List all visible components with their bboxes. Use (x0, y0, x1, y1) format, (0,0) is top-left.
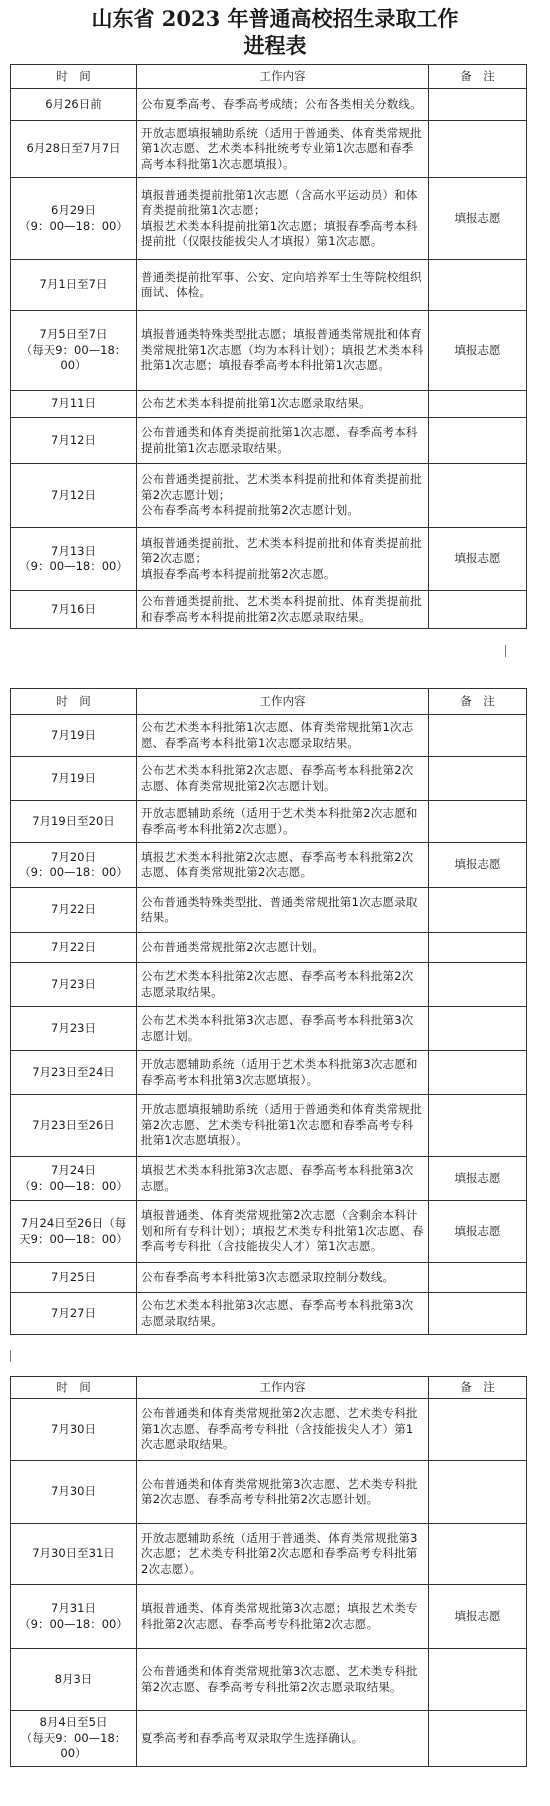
note-cell (429, 1399, 527, 1461)
table-row (11, 1524, 527, 1585)
time-cell: 6月29日 （9：00—18：00） (11, 178, 137, 260)
content-cell: 公布普通类提前批、艺术类本科提前批和体育类提前批第2次志愿计划； 公布春季高考本科提前批第2次志愿计划。 (137, 464, 429, 528)
note-cell (429, 1263, 527, 1293)
content-cell: 公布普通类和体育类提前批第1次志愿、春季高考本科提前批第1次志愿录取结果。 (137, 418, 429, 464)
schedule-table-1 (10, 64, 527, 629)
note-cell (429, 888, 527, 933)
table-header-row (11, 1377, 527, 1399)
time-cell: 6月26日前 (11, 89, 137, 121)
table-row (11, 464, 527, 528)
note-cell (429, 391, 527, 418)
time-cell: 7月12日 (11, 418, 137, 464)
time-cell: 7月19日 (11, 757, 137, 801)
time-cell: 8月4日至5日 （每天9：00—18：00） (11, 1711, 137, 1767)
content-cell: 公布普通类和体育类常规批第2次志愿、艺术类专科批第1次志愿、春季高考专科批（含技能拔尖人才）第1次志愿录取结果。 (137, 1399, 429, 1461)
content-cell: 填报普通类、体育类常规批第3次志愿；填报艺术类专科批第2次志愿、春季高考专科批第2次志愿。 (137, 1585, 429, 1649)
page-title: 山东省 2023 年普通高校招生录取工作 (91, 6, 459, 31)
time-cell: 7月31日 （9：00—18：00） (11, 1585, 137, 1649)
note-cell: 填报志愿 (429, 311, 527, 391)
content-cell: 公布普通类提前批、艺术类本科提前批、体育类提前批和春季高考本科提前批第2次志愿录取结果。 (137, 591, 429, 629)
schedule-table-2 (10, 688, 527, 1335)
table-row (11, 1263, 527, 1293)
note-cell (429, 1524, 527, 1585)
content-cell: 公布春季高考本科批第3次志愿录取控制分数线。 (137, 1263, 429, 1293)
schedule-table-3 (10, 1376, 527, 1767)
table-row (11, 178, 527, 260)
time-cell: 7月19日 (11, 715, 137, 757)
note-cell (429, 1095, 527, 1157)
time-cell: 7月23日至24日 (11, 1051, 137, 1095)
content-cell: 填报普通类特殊类型批志愿；填报普通类常规批和体育类常规批第1次志愿（均为本科计划）；填报艺术类本科批第1次志愿；填报春季高考本科批第1次志愿。 (137, 311, 429, 391)
content-cell: 公布艺术类本科批第2次志愿、春季高考本科批第2次志愿录取结果。 (137, 963, 429, 1007)
header-content: 工作内容 (137, 65, 429, 89)
content-cell: 开放志愿填报辅助系统（适用于普通类、体育类常规批第1次志愿、艺术类本科批统考专业第1次志愿和春季高考本科批第1次志愿填报）。 (137, 121, 429, 178)
content-cell: 夏季高考和春季高考双录取学生选择确认。 (137, 1711, 429, 1767)
table-row (11, 933, 527, 963)
time-cell: 7月19日至20日 (11, 801, 137, 843)
note-cell: 填报志愿 (429, 1157, 527, 1201)
table-row (11, 418, 527, 464)
time-cell: 7月20日 （9：00—18：00） (11, 843, 137, 888)
note-cell (429, 1461, 527, 1524)
content-cell: 普通类提前批军事、公安、定向培养军士生等院校组织面试、体检。 (137, 260, 429, 311)
content-cell: 公布普通类和体育类常规批第3次志愿、艺术类专科批第2次志愿、春季高考专科批第2次志愿录取结果。 (137, 1649, 429, 1711)
content-cell: 公布夏季高考、春季高考成绩；公布各类相关分数线。 (137, 89, 429, 121)
time-cell: 8月3日 (11, 1649, 137, 1711)
time-cell: 7月25日 (11, 1263, 137, 1293)
time-cell: 6月28日至7月7日 (11, 121, 137, 178)
table-row (11, 888, 527, 933)
content-cell: 填报艺术类本科批第2次志愿、春季高考本科批第2次志愿、体育类常规批第2次志愿。 (137, 843, 429, 888)
content-cell: 填报普通类、体育类常规批第2次志愿（含剩余本科计划和所有专科计划）；填报艺术类专科批第1次志愿、春季高考专科批（含技能拔尖人才）第1次志愿。 (137, 1201, 429, 1263)
note-cell (429, 464, 527, 528)
content-cell: 公布艺术类本科批第3次志愿、春季高考本科批第3次志愿录取结果。 (137, 1293, 429, 1335)
note-cell (429, 1711, 527, 1767)
table-row (11, 1649, 527, 1711)
time-cell: 7月22日 (11, 888, 137, 933)
header-time: 时 间 (11, 689, 137, 715)
table-row (11, 1711, 527, 1767)
time-cell: 7月5日至7日 （每天9：00—18：00） (11, 311, 137, 391)
table-row (11, 1201, 527, 1263)
note-cell: 填报志愿 (429, 1201, 527, 1263)
time-cell: 7月13日 （9：00—18：00） (11, 528, 137, 591)
note-cell (429, 757, 527, 801)
table-row (11, 1157, 527, 1201)
table-header-row (11, 689, 527, 715)
note-cell: 填报志愿 (429, 1585, 527, 1649)
note-cell (429, 933, 527, 963)
table-row (11, 1051, 527, 1095)
note-cell (429, 963, 527, 1007)
note-cell: 填报志愿 (429, 843, 527, 888)
table-row (11, 311, 527, 391)
page-break-mark (505, 645, 506, 657)
content-cell: 填报普通类提前批第1次志愿（含高水平运动员）和体育类提前批第1次志愿； 填报艺术类本科提前批第1次志愿；填报春季高考本科提前批（仅限技能拔尖人才填报）第1次志愿。 (137, 178, 429, 260)
note-cell (429, 121, 527, 178)
time-cell: 7月23日 (11, 1007, 137, 1051)
time-cell: 7月12日 (11, 464, 137, 528)
content-cell: 公布艺术类本科批第2次志愿、春季高考本科批第2次志愿、体育类常规批第2次志愿计划。 (137, 757, 429, 801)
content-cell: 开放志愿辅助系统（适用于普通类、体育类常规批第3次志愿；艺术类专科批第2次志愿和春季高考专科批第2次志愿）。 (137, 1524, 429, 1585)
content-cell: 公布艺术类本科批第3次志愿、春季高考本科批第3次志愿计划。 (137, 1007, 429, 1051)
time-cell: 7月24日 （9：00—18：00） (11, 1157, 137, 1201)
table-row (11, 528, 527, 591)
header-note: 备 注 (429, 1377, 527, 1399)
content-cell: 公布艺术类本科提前批第1次志愿录取结果。 (137, 391, 429, 418)
note-cell (429, 1007, 527, 1051)
table-row (11, 591, 527, 629)
table-row (11, 1007, 527, 1051)
table-row (11, 715, 527, 757)
content-cell: 开放志愿辅助系统（适用于艺术类本科批第2次志愿和春季高考本科批第2次志愿）。 (137, 801, 429, 843)
table-row (11, 963, 527, 1007)
note-cell (429, 89, 527, 121)
content-cell: 公布普通类和体育类常规批第3次志愿、艺术类专科批第2次志愿、春季高考专科批第2次志愿计划。 (137, 1461, 429, 1524)
content-cell: 填报艺术类本科批第3次志愿、春季高考本科批第3次志愿。 (137, 1157, 429, 1201)
note-cell: 填报志愿 (429, 178, 527, 260)
header-note: 备 注 (429, 689, 527, 715)
header-content: 工作内容 (137, 1377, 429, 1399)
table-row (11, 89, 527, 121)
time-cell: 7月22日 (11, 933, 137, 963)
time-cell: 7月23日至26日 (11, 1095, 137, 1157)
header-time: 时 间 (11, 65, 137, 89)
time-cell: 7月30日至31日 (11, 1524, 137, 1585)
table-row (11, 801, 527, 843)
table-header-row (11, 65, 527, 89)
table-row (11, 121, 527, 178)
note-cell (429, 801, 527, 843)
content-cell: 填报普通类提前批、艺术类本科提前批和体育类提前批第2次志愿； 填报春季高考本科提前批第2次志愿。 (137, 528, 429, 591)
table-row (11, 1399, 527, 1461)
content-cell: 开放志愿辅助系统（适用于艺术类本科批第3次志愿和春季高考本科批第3次志愿填报）。 (137, 1051, 429, 1095)
note-cell (429, 1293, 527, 1335)
header-content: 工作内容 (137, 689, 429, 715)
note-cell (429, 1051, 527, 1095)
content-cell: 开放志愿填报辅助系统（适用于普通类和体育类常规批第2次志愿、艺术类专科批第1次志愿和春季高考专科批第1次志愿填报）。 (137, 1095, 429, 1157)
content-cell: 公布艺术类本科批第1次志愿、体育类常规批第1次志愿、春季高考本科批第1次志愿录取结果。 (137, 715, 429, 757)
table-row (11, 391, 527, 418)
table-row (11, 1461, 527, 1524)
note-cell (429, 260, 527, 311)
time-cell: 7月16日 (11, 591, 137, 629)
page-subtitle: 进程表 (243, 33, 307, 58)
note-cell (429, 418, 527, 464)
time-cell: 7月24日至26日（每天9：00—18：00） (11, 1201, 137, 1263)
header-time: 时 间 (11, 1377, 137, 1399)
note-cell: 填报志愿 (429, 528, 527, 591)
note-cell (429, 715, 527, 757)
table-row (11, 260, 527, 311)
table-row (11, 843, 527, 888)
content-cell: 公布普通类特殊类型批、普通类常规批第1次志愿录取结果。 (137, 888, 429, 933)
table-row (11, 1095, 527, 1157)
time-cell: 7月23日 (11, 963, 137, 1007)
table-row (11, 757, 527, 801)
time-cell: 7月1日至7日 (11, 260, 137, 311)
time-cell: 7月11日 (11, 391, 137, 418)
header-note: 备 注 (429, 65, 527, 89)
time-cell: 7月30日 (11, 1461, 137, 1524)
content-cell: 公布普通类常规批第2次志愿计划。 (137, 933, 429, 963)
time-cell: 7月27日 (11, 1293, 137, 1335)
page-break-mark (10, 1350, 11, 1362)
table-row (11, 1585, 527, 1649)
note-cell (429, 591, 527, 629)
time-cell: 7月30日 (11, 1399, 137, 1461)
table-row (11, 1293, 527, 1335)
note-cell (429, 1649, 527, 1711)
